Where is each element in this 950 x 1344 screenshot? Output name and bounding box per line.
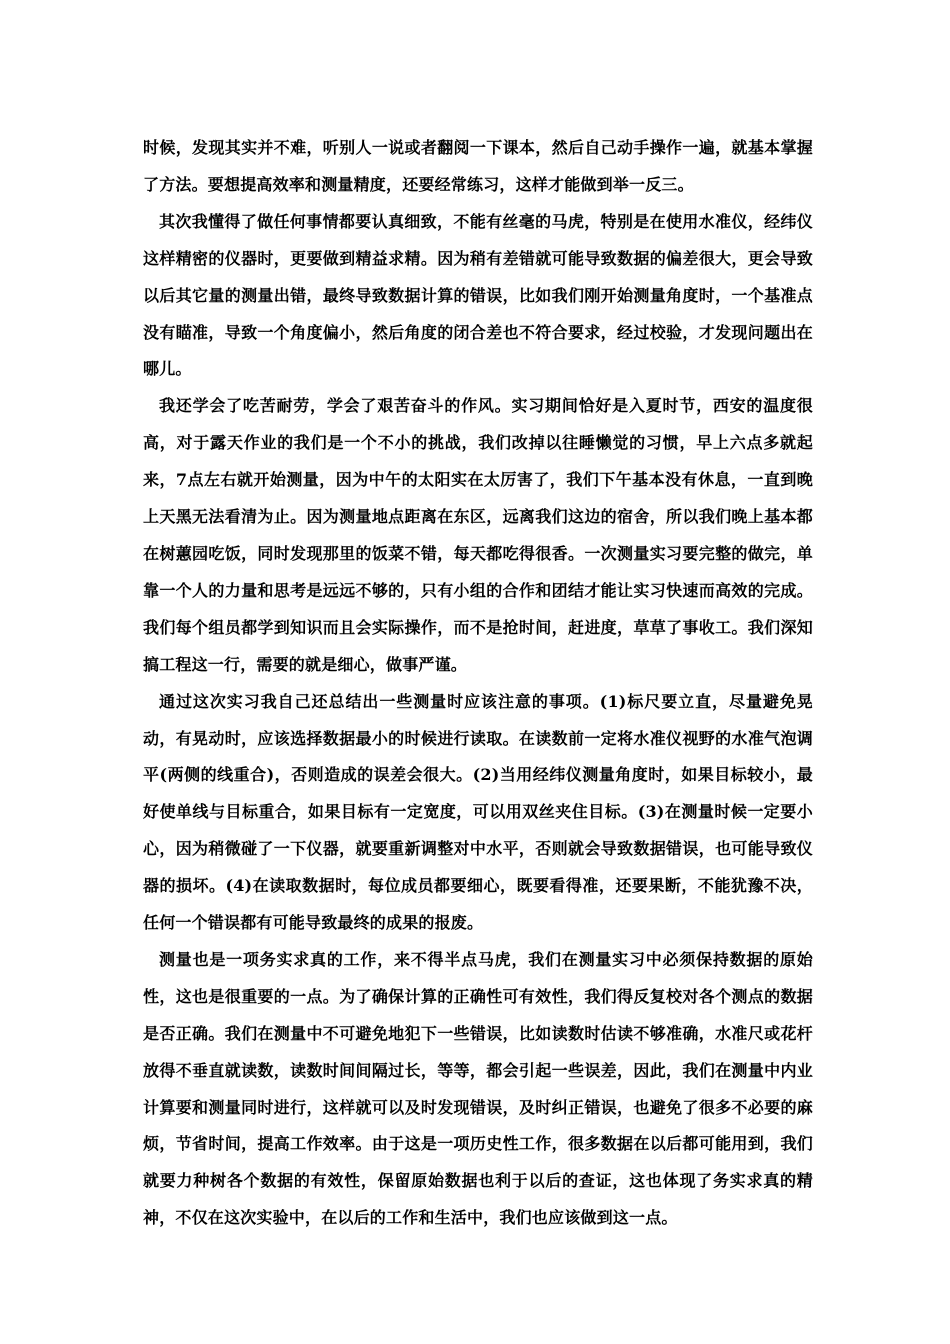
paragraph-data-integrity: 测量也是一项务实求真的工作，来不得半点马虎，我们在测量实习中必须保持数据的原始性，这也是很重要的一点。为了确保计算的正确性可有效性，我们得反复校对各个测点的数据是否正确。我们在测量中不可避免地犯下一些错误，比如读数时估读不够准确，水准尺或花杆放得不垂直就读数，读数时间间隔过长，等等，都会引起一些误差，因此，我们在测量中内业计算要和测量同时进行，这样就可以及时发现错误，及时纠正错误，也避免了很多不必要的麻烦，节省时间，提高工作效率。由于这是一项历史性工作，很多数据在以后都可能用到，我们就要力种树各个数据的有效性，保留原始数据也利于以后的查证，这也体现了务实求真的精神，不仅在这次实验中，在以后的工作和生活中，我们也应该做到这一点。 [143, 949, 813, 1228]
paragraph-measurement-notes: 通过这次实习我自己还总结出一些测量时应该注意的事项。(1)标尺要立直，尽量避免晃动，有晃动时，应该选择数据最小的时候进行读取。在读数前一定将水准仪视野的水准气泡调平(两侧的线重合)，否则造成的误差会很大。(2)当用经纬仪测量角度时，如果目标较小，最好使单线与目标重合，如果目标有一定宽度，可以用双丝夹住目标。(3)在测量时候一定要小心，因为稍微碰了一下仪器，就要重新调整对中水平，否则就会导致数据错误，也可能导致仪器的损坏。(4)在读取数据时，每位成员都要细心，既要看得准，还要果断，不能犹豫不决，任何一个错误都有可能导致最终的成果的报废。 [143, 691, 813, 933]
paragraph-attention-to-detail: 其次我懂得了做任何事情都要认真细致，不能有丝毫的马虎，特别是在使用水准仪，经纬仪这样精密的仪器时，更要做到精益求精。因为稍有差错就可能导致数据的偏差很大，更会导致以后其它量的测量出错，最终导致数据计算的错误，比如我们刚开始测量角度时，一个基准点没有瞄准，导致一个角度偏小，然后角度的闭合差也不符合要求，经过校验，才发现问题出在哪儿。 [143, 211, 813, 379]
paragraph-continuation: 时候，发现其实并不难，听别人一说或者翻阅一下课本，然后自己动手操作一遍，就基本掌握了方法。要想提高效率和测量精度，还要经常练习，这样才能做到举一反三。 [143, 138, 813, 194]
paragraph-hard-work: 我还学会了吃苦耐劳，学会了艰苦奋斗的作风。实习期间恰好是入夏时节，西安的温度很高，对于露天作业的我们是一个不小的挑战，我们改掉以往睡懒觉的习惯，早上六点多就起来，7点左右就开始测量，因为中午的太阳实在太厉害了，我们下午基本没有休息，一直到晚上天黑无法看清为止。因为测量地点距离在东区，远离我们这边的宿舍，所以我们晚上基本都在树蕙园吃饭，同时发现那里的饭菜不错，每天都吃得很香。一次测量实习要完整的做完，单靠一个人的力量和思考是远远不够的，只有小组的合作和团结才能让实习快速而高效的完成。我们每个组员都学到知识而且会实际操作，而不是抢时间，赶进度，草草了事收工。我们深知搞工程这一行，需要的就是细心，做事严谨。 [143, 396, 813, 674]
document-body [143, 130, 813, 1237]
